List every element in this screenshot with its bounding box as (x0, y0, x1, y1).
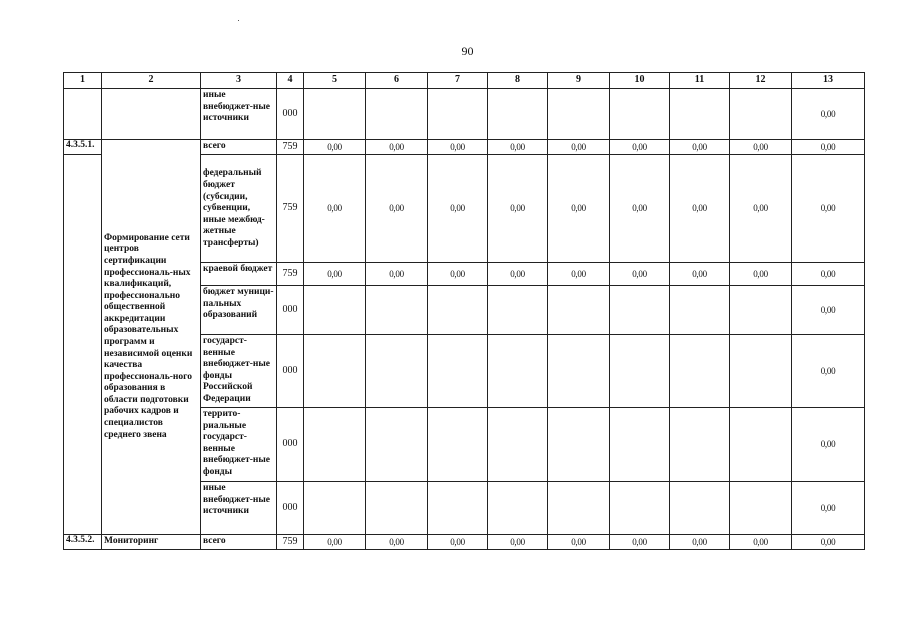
amount-cell: 0,00 (792, 155, 865, 263)
amount-cell: 0,00 (488, 155, 548, 263)
amount-cell: 0,00 (548, 155, 610, 263)
funding-source: всего (201, 140, 277, 155)
amount-cell: 0,00 (792, 482, 865, 535)
amount-cell: 0,00 (730, 140, 792, 155)
kbk-code: 000 (277, 482, 304, 535)
funding-source: иные внебюджет-ные источники (201, 89, 277, 140)
item-code: 4.3.5.2. (64, 535, 102, 550)
item-name: Мониторинг (102, 535, 201, 550)
kbk-code: 000 (277, 89, 304, 140)
kbk-code: 759 (277, 140, 304, 155)
amount-cell: 0,00 (610, 535, 670, 550)
kbk-code: 759 (277, 155, 304, 263)
amount-cell: 0,00 (366, 263, 428, 286)
col-header: 8 (488, 73, 548, 89)
amount-cell: 0,00 (792, 263, 865, 286)
kbk-code: 000 (277, 408, 304, 482)
funding-source: иные внебюджет-ные источники (201, 482, 277, 535)
col-header: 2 (102, 73, 201, 89)
amount-cell: 0,00 (304, 263, 366, 286)
col-header: 5 (304, 73, 366, 89)
funding-source: террито-риальные государст-венные внебюджет-ные фонды (201, 408, 277, 482)
amount-cell: 0,00 (792, 286, 865, 335)
col-header: 3 (201, 73, 277, 89)
funding-source: краевой бюджет (201, 263, 277, 286)
amount-cell: 0,00 (488, 535, 548, 550)
amount-cell: 0,00 (610, 155, 670, 263)
table-row (64, 140, 865, 155)
amount-cell: 0,00 (730, 155, 792, 263)
amount-cell: 0,00 (304, 155, 366, 263)
amount-cell: 0,00 (670, 535, 730, 550)
funding-source: бюджет муници-пальных образований (201, 286, 277, 335)
kbk-code: 759 (277, 263, 304, 286)
col-header: 1 (64, 73, 102, 89)
item-code: 4.3.5.1. (64, 140, 102, 155)
amount-cell: 0,00 (548, 140, 610, 155)
col-header: 13 (792, 73, 865, 89)
amount-cell: 0,00 (792, 535, 865, 550)
budget-table (63, 72, 865, 550)
scan-speck (238, 20, 239, 21)
col-header: 6 (366, 73, 428, 89)
table-row (64, 535, 865, 550)
col-header: 11 (670, 73, 730, 89)
amount-cell: 0,00 (488, 263, 548, 286)
table-row (64, 89, 865, 140)
kbk-code: 759 (277, 535, 304, 550)
amount-cell: 0,00 (792, 89, 865, 140)
amount-cell: 0,00 (670, 140, 730, 155)
col-header: 7 (428, 73, 488, 89)
amount-cell: 0,00 (730, 535, 792, 550)
page-number: 90 (461, 44, 474, 58)
amount-cell: 0,00 (670, 155, 730, 263)
amount-cell: 0,00 (428, 140, 488, 155)
amount-cell: 0,00 (428, 155, 488, 263)
amount-cell: 0,00 (304, 535, 366, 550)
amount-cell: 0,00 (792, 335, 865, 408)
amount-cell: 0,00 (428, 263, 488, 286)
col-header: 10 (610, 73, 670, 89)
amount-cell: 0,00 (548, 263, 610, 286)
amount-cell: 0,00 (428, 535, 488, 550)
amount-cell: 0,00 (670, 263, 730, 286)
amount-cell: 0,00 (792, 140, 865, 155)
item-name: Формирование сети центров сертификации профессиональ-ных квалификаций, профессионально общественной аккредитации образовательных программ и независимой оценки качества профессиональ-ного образования в области подготовки рабочих кадров и специалистов среднего звена (102, 140, 201, 535)
amount-cell: 0,00 (366, 155, 428, 263)
col-header: 9 (548, 73, 610, 89)
kbk-code: 000 (277, 335, 304, 408)
funding-source: федеральный бюджет (субсидии, субвенции, иные межбюд-жетные трансферты) (201, 155, 277, 263)
amount-cell: 0,00 (366, 140, 428, 155)
amount-cell: 0,00 (610, 263, 670, 286)
kbk-code: 000 (277, 286, 304, 335)
amount-cell: 0,00 (792, 408, 865, 482)
amount-cell: 0,00 (548, 535, 610, 550)
amount-cell: 0,00 (730, 263, 792, 286)
funding-source: государст-венные внебюджет-ные фонды Российской Федерации (201, 335, 277, 408)
funding-source: всего (201, 535, 277, 550)
amount-cell: 0,00 (488, 140, 548, 155)
amount-cell: 0,00 (610, 140, 670, 155)
col-header: 4 (277, 73, 304, 89)
amount-cell: 0,00 (304, 140, 366, 155)
header-row (64, 73, 865, 89)
amount-cell: 0,00 (366, 535, 428, 550)
col-header: 12 (730, 73, 792, 89)
